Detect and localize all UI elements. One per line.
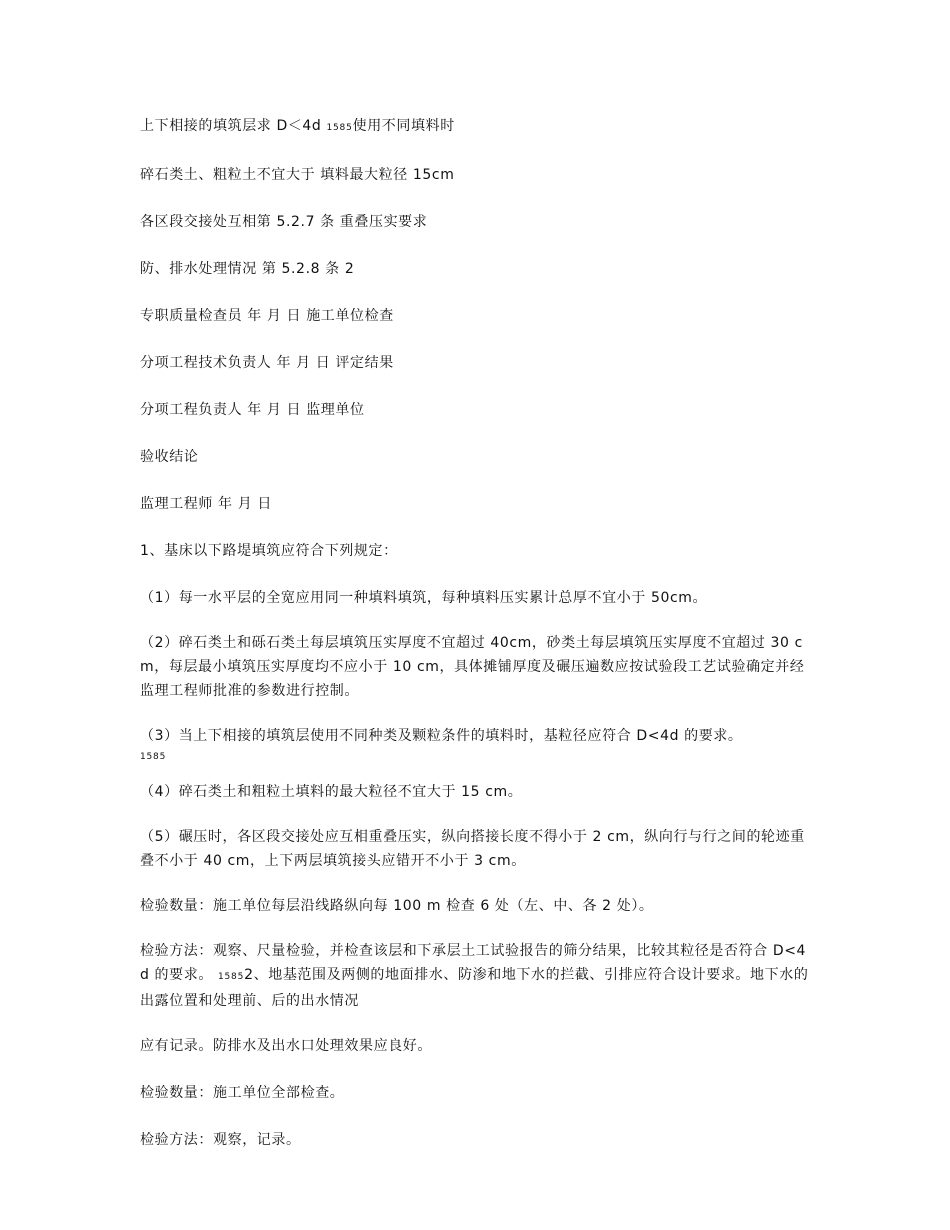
- rule1-method-text-a: 检验方法：观察、尺量检验，并检查该层和下承层土工试验报告的筛分结果，比较其粒径是否符合 D<4d 的要求。: [140, 943, 807, 983]
- rule1-item-3-subscript: 1585: [140, 752, 167, 762]
- rule1-item-1: （1）每一水平层的全宽应用同一种填料填筑，每种填料压实累计总厚不宜小于 50cm。: [140, 590, 708, 606]
- rule2-heading-text: 2、地基范围及两侧的地面排水、防渗和地下水的拦截、引排应符合设计要求。地下水的出露位置和处理前、后的出水情况: [140, 967, 809, 1009]
- rule1-heading: 1、基床以下路堤填筑应符合下列规定：: [140, 543, 398, 559]
- form-row-1-subscript: 1585: [326, 123, 353, 133]
- document-body: [140, 112, 812, 1173]
- rule1-item-5: （5）碾压时，各区段交接处应互相重叠压实，纵向搭接长度不得小于 2 cm，纵向行与行之间的轮迹重叠不小于 40 cm，上下两层填筑接头应错开不小于 3 cm。: [140, 829, 805, 869]
- rule1-item-3: [140, 722, 812, 764]
- form-row-7: 分项工程负责人 年 月 日 监理单位: [140, 402, 365, 418]
- form-row-1-text-a: 上下相接的填筑层求 D＜4d: [140, 118, 327, 134]
- rule1-inspection-count: 检验数量：施工单位每层沿线路纵向每 100 m 检查 6 处（左、中、各 2 处）。: [140, 898, 654, 914]
- form-row-2: 碎石类土、粗粒土不宜大于 填料最大粒径 15cm: [140, 167, 455, 183]
- rule1-item-4: （4）碎石类土和粗粒土填料的最大粒径不宜大于 15 cm。: [140, 784, 523, 800]
- form-row-4: 防、排水处理情况 第 5.2.8 条 2: [140, 261, 355, 277]
- form-row-1-text-b: 使用不同填料时: [352, 118, 455, 134]
- rule1-item-2: （2）碎石类土和砾石类土每层填筑压实厚度不宜超过 40cm，砂类土每层填筑压实厚度不宜超过 30 cm，每层最小填筑压实厚度均不应小于 10 cm，具体摊铺厚度及碾压遍数应按试验段工艺试验确定并经监理工程师批准的参数进行控制。: [140, 635, 805, 699]
- form-row-1: [140, 112, 812, 142]
- rule1-inspection-method: [140, 939, 812, 1013]
- form-row-3: 各区段交接处互相第 5.2.7 条 重叠压实要求: [140, 214, 428, 230]
- rule2-inspection-count: 检验数量：施工单位全部检查。: [140, 1085, 345, 1101]
- form-row-8: 验收结论: [140, 449, 199, 465]
- rule2-record: 应有记录。防排水及出水口处理效果应良好。: [140, 1038, 432, 1054]
- rule1-item-3-text: （3）当上下相接的填筑层使用不同种类及颗粒条件的填料时，基粒径应符合 D<4d 的要求。: [140, 728, 743, 744]
- form-row-5: 专职质量检查员 年 月 日 施工单位检查: [140, 308, 394, 324]
- form-row-6: 分项工程技术负责人 年 月 日 评定结果: [140, 355, 394, 371]
- rule1-method-subscript: 1585: [218, 972, 245, 982]
- form-row-9: 监理工程师 年 月 日: [140, 496, 272, 512]
- rule2-inspection-method: 检验方法：观察，记录。: [140, 1132, 301, 1148]
